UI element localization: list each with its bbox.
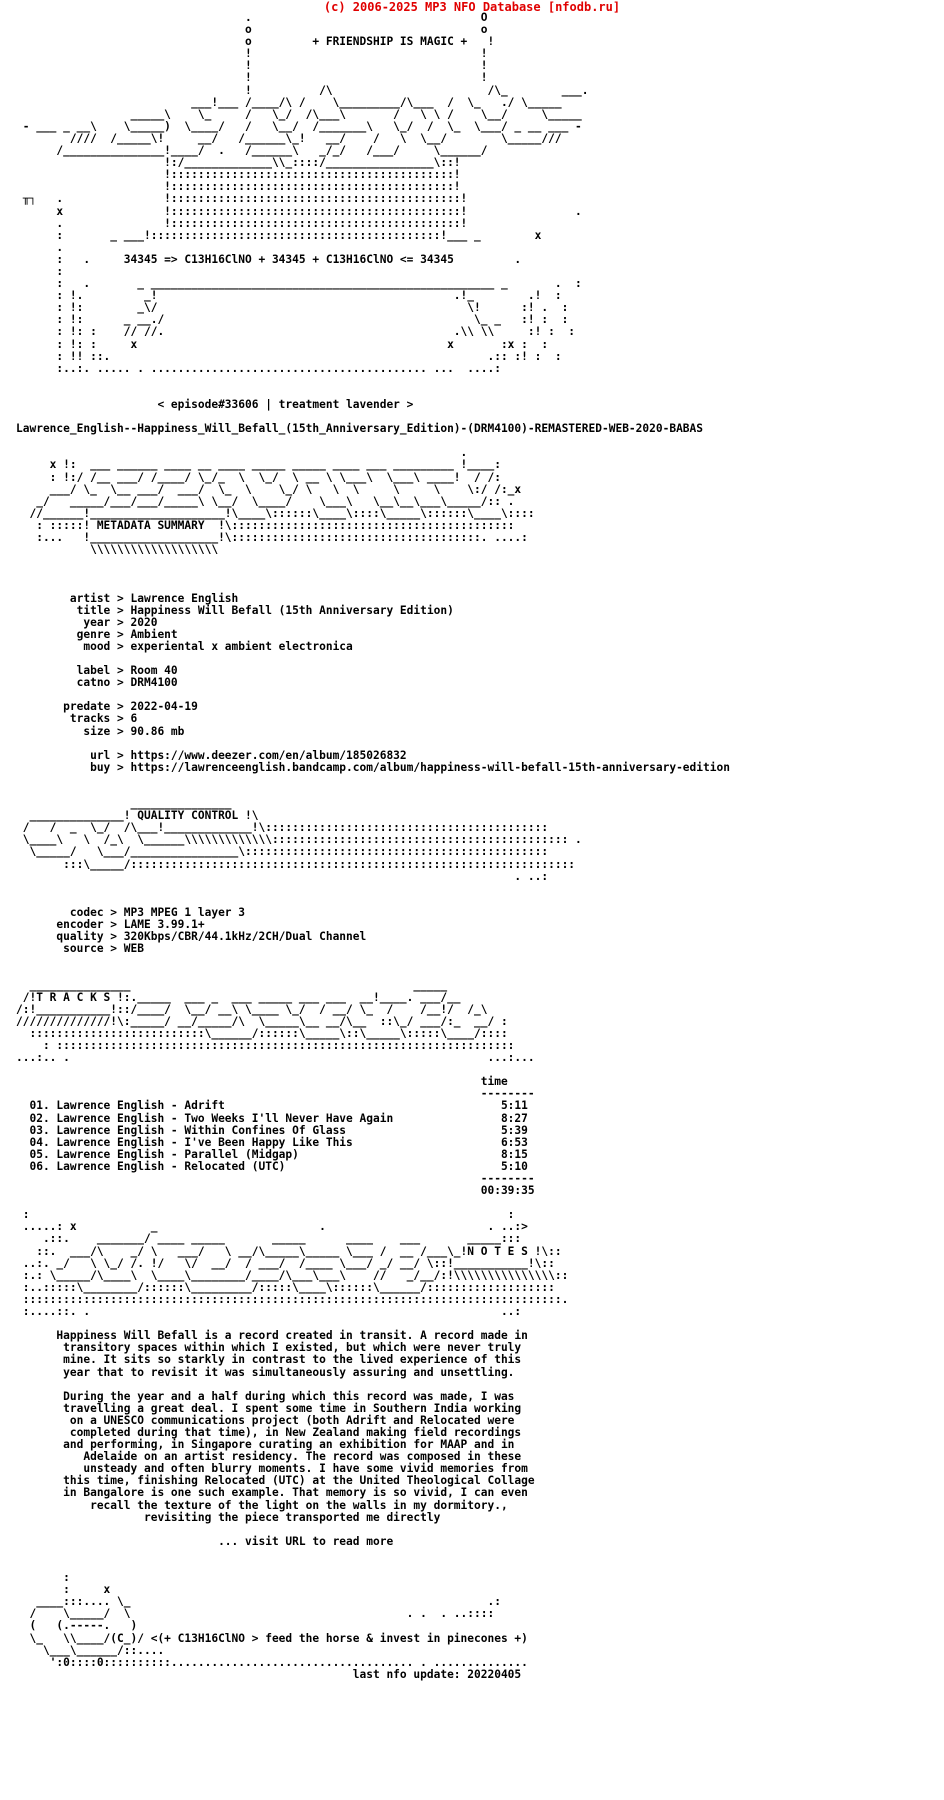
- nfo-text: . O o o o + FRIENDSHIP IS MAGIC + ! ! ! ! ! ! ! ! /\ /\_ ___. ___!___ /____/\ / \_________/\___ / \_ ./ \_____ _____\ \_ / \_/ /\___\ / \ \ / \__/ \_____ - ___ _ __\ \_____) \____/ / \__/ /_______\ \_/ / \_ \___/ _ __ ___ - //// /_____\! __/ /______\_! __/ / \ \__/ \_____/// /_______________!____/ . /______\ _/_/ /___/ \______/ !:/_____________\\_::::/________________\::! !::::::::::::::::::::::::::::::::::::::::::! !::::::::::::::::::::::::::::::::::::::::::! ╥┐ . !:::::::::::::::::::::::::::::::::::::::::::! x !:::::::::::::::::::::::::::::::::::::::::::! . . !:::::::::::::::::::::::::::::::::::::::::::! : _ ___!:::::::::::::::::::::::::::::::::::::::::::!___ _ x . : . 34345 => C13H16ClNO + 34345 + C13H16ClNO <= 34345 . : : . _ ___________________________________________________ _ . : : !. _! .!_ .! : : !: _\/ \! :! . : : !: _ __./ \_ _ :! : : : !: : // //. .\\ \\ :! : : : !: : x x :x : : : !! ::. .:: :! : : :..:. ..... . ......................................... ... ....: < episode#33606 | treatment lavender > Lawrence_English--Happiness_Will_Befall_(15th_Anniversary_Edition)-(DRM4100)-REMASTERED-WEB-2020-BABAS . x !: ___ ______ ____ __ ____ _____ _____ ____ ___ _________ !____: : !:/ /__ ___/ /____/ \_/_ \ \_/ \ __ \ \___\ \___\ ____! / /: ___/ \_ \__ ___/ ___/ \_ \ \_/ \ \ \ \ \ \:/ /:_x _/ _____/___/___/_____\ \__/ \____/ \___\ \__\__\___\_____/:: . //______!____________________!\____\::::::\____\::::\_____\::::::\____\:::: : :::::! METADATA SUMMARY !\:::::::::::::::::::::::::::::::::::::::::: :... !___________________!\:::::::::::::::::::::::::::::::::::::. ....: \\\\\\\\\\\\\\\\\\\ artist > Lawrence English title > Happiness Will Befall (15th Anniversary Edition) year > 2020 genre > Ambient mood > experiental x ambient electronica label > Room 40 catno > DRM4100 predate > 2022-04-19 tracks > 6 size > 90.86 mb url > https://www.deezer.com/en/album/185026832 buy > https://lawrenceenglish.bandcamp.com/album/happiness-will-befall-15th-anniversary-edition _______________ ______________! QUALITY CONTROL !\ / / _ \_/ /\___!_____________!\:::::::::::::::::::::::::::::::::::::::::: \____\ \ /_\ \______\\\\\\\\\\\\\:::::::::::::::::::::::::::::::::::::::::::: . \_____/ \___/________________\::::::::::::::::::::::::::::::::::::::::::::: :::\_____/:::::::::::::::::::::::::::::::::::::::::::::::::::::::::::::::::: . ..: codec > MP3 MPEG 1 layer 3 encoder > LAME 3.99.1+ quality > 320Kbps/CBR/44.1kHz/2CH/Dual Channel source > WEB _______________ _____ /!T R A C K S !:._____ ___ _ ___ _____ ___ ___ __!____. ___/__ /:!___________!::/____/ \__/ __\ \____ \_/ / __/ \_ / /__!/ /_\ //////////////!\:_____/ __/_____/\ \_____\__ __/\__ ::\_/ ___/:_ __/ : ::::::::::::::::::::::::::\______/::::::\_____\::\_____\:::::\____/:::: : :::::::::::::::::::::::::::::::::::::::::::::::::::::::::::::::::::: ...:.. . ...:... time -------- 01. Lawrence English - Adrift 5:11 02. Lawrence English - Two Weeks I'll Never Have Again 8:27 03. Lawrence English - Within Confines Of Glass 5:39 04. Lawrence English - I've Been Happy Like This 6:53 05. Lawrence English - Parallel (Midgap) 8:15 06. Lawrence English - Relocated (UTC) 5:10 -------- 00:39:35 : : .....: x _ . . ..:> .::. _______/ ____ _____ _____ ____ ___ _____::: ::. ___/\ _/ \ ___/ \ __/\_____\_____ \___ / __ /___\_!N O T E S !\:: ..:. _/ \ \_/ /. !/ \/ __/ / ___/ /____ \___/ _/ __/ \::!___________!\:: :.: \_____/\____\ \____\________/____/\___\___\ // _/__/:!\\\\\\\\\\\\\\\:: :..:::::\________/::::::\_________/:::::\____\::::::\______/::::::::::::::::::: ::::::::::::::::::::::::::::::::::::::::::::::::::::::::::::::::::::::::::::::::. :....::. . ..: Happiness Will Befall is a record created in transit. A record made in transitory spaces within which I existed, but which were never truly mine. It sits so starkly in contrast to the lived experience of this year that to revisit it was simultaneously assuring and unsettling. During the year and a half during which this record was made, I was travelling a great deal. I spent some time in Southern India working on a UNESCO communications project (both Adrift and Relocated were completed during that time), in New Zealand making field recordings and performing, in Singapore curating an exhibition for MAAP and in Adelaide on an artist residency. The record was composed in these unsteady and often blurry moments. I have some vivid memories from this time, finishing Relocated (UTC) at the United Theological Collage in Bangalore is one such example. That memory is so vivid, I can even recall the texture of the light on the walls in my dormitory., revisiting the piece transported me directly ... visit URL to read more : : x ____:::.... \_ .: / \_____/ \ . . . ..:::: ( (.-----. ) \_ \\____/(C_)/ <(+ C13H16ClNO > feed the horse & invest in pinecones +) \___\______/::.... ':0::::0::::::::::.................................... . .............. last nfo update: 20220405: [16, 11, 730, 1681]
- site-header: (c) 2006-2025 MP3 NFO Database [nfodb.ru]: [323, 0, 621, 14]
